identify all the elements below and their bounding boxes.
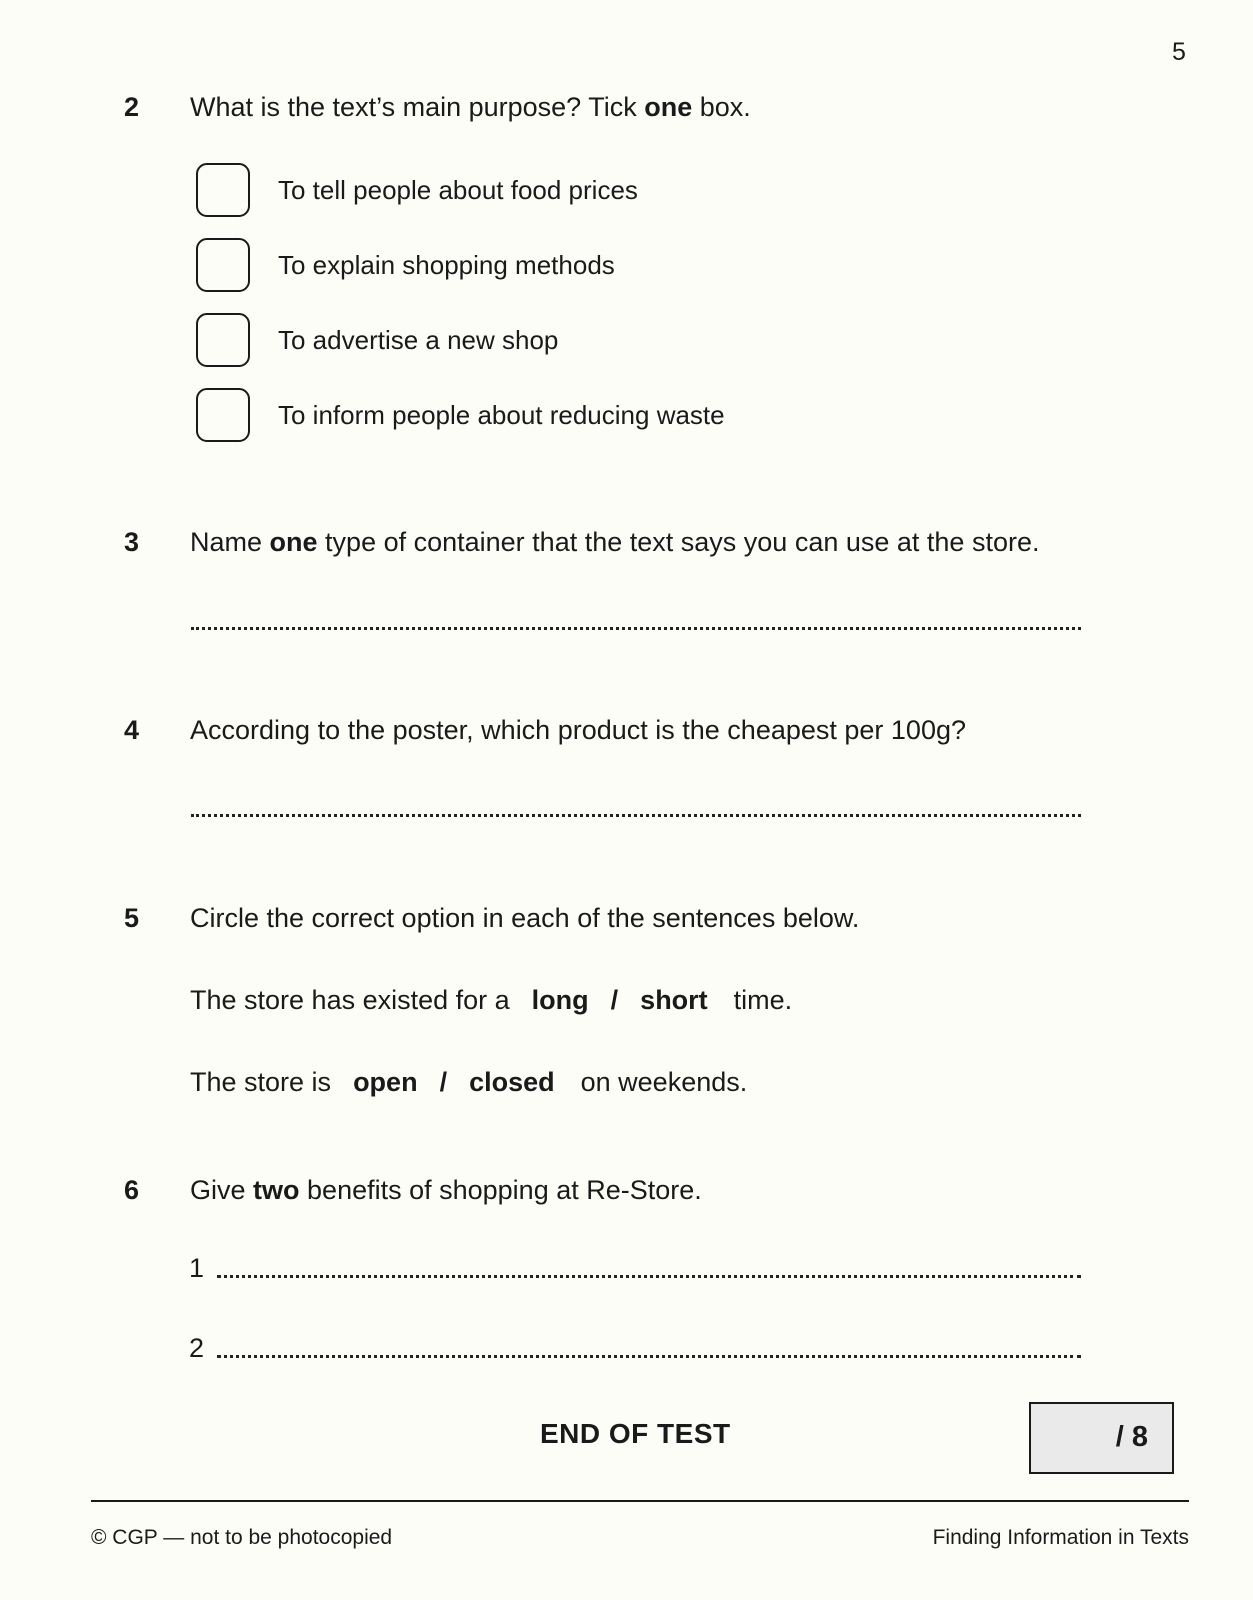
- tick-box-1[interactable]: [196, 163, 250, 217]
- question-6-text-end: benefits of shopping at Re-Store.: [299, 1175, 702, 1205]
- option-row-3: [196, 311, 558, 369]
- sentence-2: [190, 1067, 747, 1098]
- sentence-1-end: time.: [733, 985, 793, 1015]
- score-box[interactable]: [1029, 1402, 1174, 1474]
- sentence-2-end: on weekends.: [580, 1067, 748, 1097]
- question-2-text-bold: one: [644, 92, 693, 122]
- choice-short[interactable]: short: [640, 985, 708, 1015]
- sentence-1-start: The store has existed for a: [190, 985, 510, 1015]
- answer-line-q6-2[interactable]: [217, 1355, 1081, 1358]
- question-4-number: 4: [124, 715, 140, 745]
- question-6-text: [190, 1175, 702, 1206]
- tick-box-2[interactable]: [196, 238, 250, 292]
- option-label-4: To inform people about reducing waste: [278, 399, 725, 430]
- option-row-4: [196, 386, 725, 444]
- option-label-2: To explain shopping methods: [278, 249, 615, 280]
- question-6-number: 6: [124, 1175, 140, 1205]
- sentence-2-start: The store is: [190, 1067, 332, 1097]
- question-3-text-bold: one: [269, 527, 318, 557]
- answer-line-q3[interactable]: [191, 627, 1081, 630]
- question-2-text: [190, 92, 751, 123]
- tick-box-3[interactable]: [196, 313, 250, 367]
- question-3-text-start: Name: [190, 527, 270, 557]
- option-row-1: [196, 161, 638, 219]
- answer-label-2: 2: [189, 1333, 205, 1363]
- footer-section-title: Finding Information in Texts: [932, 1526, 1189, 1549]
- footer-divider: [91, 1500, 1189, 1502]
- question-3-text: [190, 527, 1039, 558]
- question-6-text-start: Give: [190, 1175, 254, 1205]
- choice-separator-1: /: [610, 985, 619, 1015]
- question-6-text-bold: two: [253, 1175, 300, 1205]
- choice-open[interactable]: open: [353, 1067, 418, 1097]
- answer-line-q4[interactable]: [191, 814, 1081, 817]
- answer-label-1: 1: [189, 1253, 205, 1283]
- footer-copyright: © CGP — not to be photocopied: [91, 1526, 393, 1549]
- question-3-number: 3: [124, 527, 140, 557]
- question-5-text: Circle the correct option in each of the sentences below.: [190, 903, 860, 933]
- sentence-1: [190, 985, 792, 1016]
- question-2-text-start: What is the text’s main purpose? Tick: [190, 92, 645, 122]
- question-3-text-end: type of container that the text says you can use at the store.: [317, 527, 1040, 557]
- option-label-3: To advertise a new shop: [278, 324, 559, 355]
- question-2-number: 2: [124, 92, 140, 122]
- choice-long[interactable]: long: [531, 985, 589, 1015]
- end-of-test-label: END OF TEST: [540, 1418, 731, 1449]
- question-4-text: According to the poster, which product is the cheapest per 100g?: [190, 715, 966, 745]
- question-5-number: 5: [124, 903, 140, 933]
- page-number: 5: [1172, 38, 1186, 66]
- tick-box-4[interactable]: [196, 388, 250, 442]
- choice-separator-2: /: [439, 1067, 448, 1097]
- option-label-1: To tell people about food prices: [278, 174, 638, 205]
- option-row-2: [196, 236, 615, 294]
- score-total: / 8: [1115, 1421, 1148, 1453]
- question-2-text-end: box.: [692, 92, 751, 122]
- choice-closed[interactable]: closed: [469, 1067, 555, 1097]
- answer-line-q6-1[interactable]: [217, 1275, 1081, 1278]
